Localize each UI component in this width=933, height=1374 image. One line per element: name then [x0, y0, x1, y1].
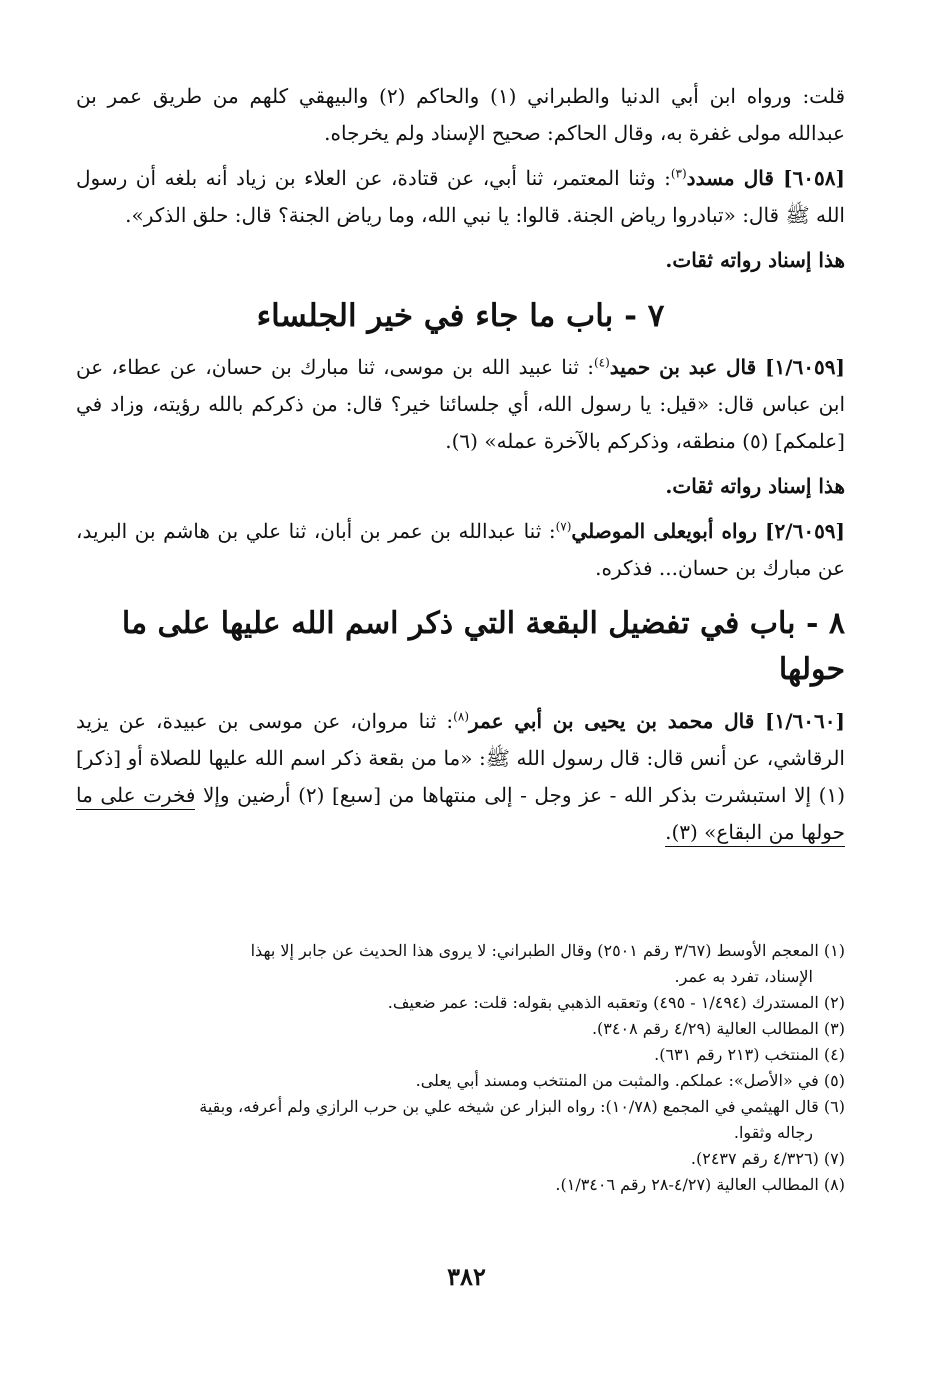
footnote-7	[76, 1146, 845, 1172]
paragraph-intro: قلت: ورواه ابن أبي الدنيا والطبراني (١) والحاكم (٢) والبيهقي كلهم من طريق عمر بن عبدالله مولى غفرة به، وقال الحاكم: صحيح الإسناد ولم يخرجاه.	[76, 84, 846, 145]
hadith-ref: [٢/٦٠٥٩] رواه أبويعلى الموصلي	[571, 519, 846, 543]
footnote-marker: (٤)	[593, 355, 610, 370]
hadith-ref: [٦٠٥٨] قال مسدد	[686, 166, 845, 190]
hadith-6060-1	[76, 703, 845, 851]
footnote-text: المستدرك (١/٤٩٤ - ٤٩٥) وتعقبه الذهبي بقوله: قلت: عمر ضعيف.	[387, 993, 819, 1012]
footnote-marker: (٣)	[670, 166, 687, 181]
footnote-2	[76, 990, 845, 1016]
footnotes	[76, 938, 845, 1198]
footnote-1	[76, 938, 845, 990]
hadith-6058	[76, 160, 845, 234]
footnote-text: في «الأصل»: عملكم. والمثبت من المنتخب ومسند أبي يعلى.	[415, 1071, 819, 1090]
footnote-marker: (٨)	[453, 709, 469, 724]
page-number: ٣٨٢	[447, 1262, 486, 1291]
hadith-text: : وثنا المعتمر، ثنا أبي، عن قتادة، عن العلاء بن زياد أنه بلغه أن رسول الله ﷺ قال: «تبادروا رياض الجنة. قالوا: يا نبي الله، وما رياض الجنة؟ قال: حلق الذكر».	[76, 166, 845, 227]
section-heading-8: ٨ - باب في تفضيل البقعة التي ذكر اسم الله عليها على ما حولها	[121, 606, 845, 687]
footnote-marker: (٧)	[555, 519, 572, 534]
hadith-text: : ثنا عبيد الله بن موسى، ثنا مبارك بن حسان، عن عطاء، عن ابن عباس قال: «قيل: يا رسول الله، أي جلسائنا خير؟ قال: من ذكركم بالله رؤيته، وزاد في [علمكم] (٥) منطقه، وذكركم بالآخرة عمله» (٦).	[76, 355, 845, 453]
footnote-continuation: الإسناد، تفرد به عمر.	[674, 967, 813, 986]
footnote-number: (١)	[823, 941, 845, 960]
hadith-ref: [١/٦٠٥٩] قال عبد بن حميد	[609, 355, 845, 379]
hadith-ref: [١/٦٠٦٠] قال محمد بن يحيى بن أبي عمر	[469, 709, 845, 733]
footnote-number: (٧)	[823, 1149, 845, 1168]
footnote-5	[76, 1068, 845, 1094]
footnote-text: المطالب العالية (٤/٢٧-٢٨ رقم ١/٣٤٠٦).	[555, 1175, 819, 1194]
footnote-3	[76, 1016, 845, 1042]
footnote-6	[76, 1094, 845, 1146]
footnote-text: (٤/٣٢٦ رقم ٢٤٣٧).	[690, 1149, 819, 1168]
footnote-4	[76, 1042, 845, 1068]
hadith-6059-2	[76, 513, 845, 587]
footnote-number: (٦)	[823, 1097, 845, 1116]
footnote-number: (٣)	[823, 1019, 845, 1038]
isnad-verdict: هذا إسناد رواته ثقات.	[665, 474, 845, 498]
isnad-verdict: هذا إسناد رواته ثقات.	[665, 248, 845, 272]
section-heading-7: ٧ - باب ما جاء في خير الجلساء	[256, 298, 665, 334]
hadith-6059-1	[76, 349, 845, 460]
hadith-text-last-line: فخرت على ما حولها من البقاع» (٣).	[76, 783, 845, 847]
footnote-number: (٨)	[823, 1175, 845, 1194]
footnote-text: المطالب العالية (٤/٢٩ رقم ٣٤٠٨).	[591, 1019, 819, 1038]
footnote-continuation: رجاله وثقوا.	[733, 1123, 813, 1142]
hadith-text: : ثنا عبدالله بن عمر بن أبان، ثنا علي بن هاشم بن البريد، عن مبارك بن حسان... فذكره.	[76, 519, 845, 580]
main-text	[76, 78, 845, 859]
footnote-number: (٢)	[823, 993, 845, 1012]
footnote-number: (٤)	[823, 1045, 845, 1064]
footnote-text: قال الهيثمي في المجمع (١٠/٧٨): رواه البزار عن شيخه علي بن حرب الرازي ولم أعرفه، وبقية	[199, 1097, 819, 1116]
footnote-text: المنتخب (٢١٣ رقم ٦٣١).	[654, 1045, 819, 1064]
footnote-text: المعجم الأوسط (٣/٦٧ رقم ٢٥٠١) وقال الطبراني: لا يروى هذا الحديث عن جابر إلا بهذا	[250, 941, 819, 960]
hadith-text: : ثنا مروان، عن موسى بن عبيدة، عن يزيد الرقاشي، عن أنس قال: قال رسول الله ﷺ: «ما من بقعة ذكر اسم الله عليها للصلاة أو [ذكر] (١) إلا استبشرت بذكر الله - عز وجل - إلى منتهاها من [سبع] (٢) أرضين وإلا	[76, 709, 845, 807]
footnote-number: (٥)	[823, 1071, 845, 1090]
footnote-8	[76, 1172, 845, 1198]
